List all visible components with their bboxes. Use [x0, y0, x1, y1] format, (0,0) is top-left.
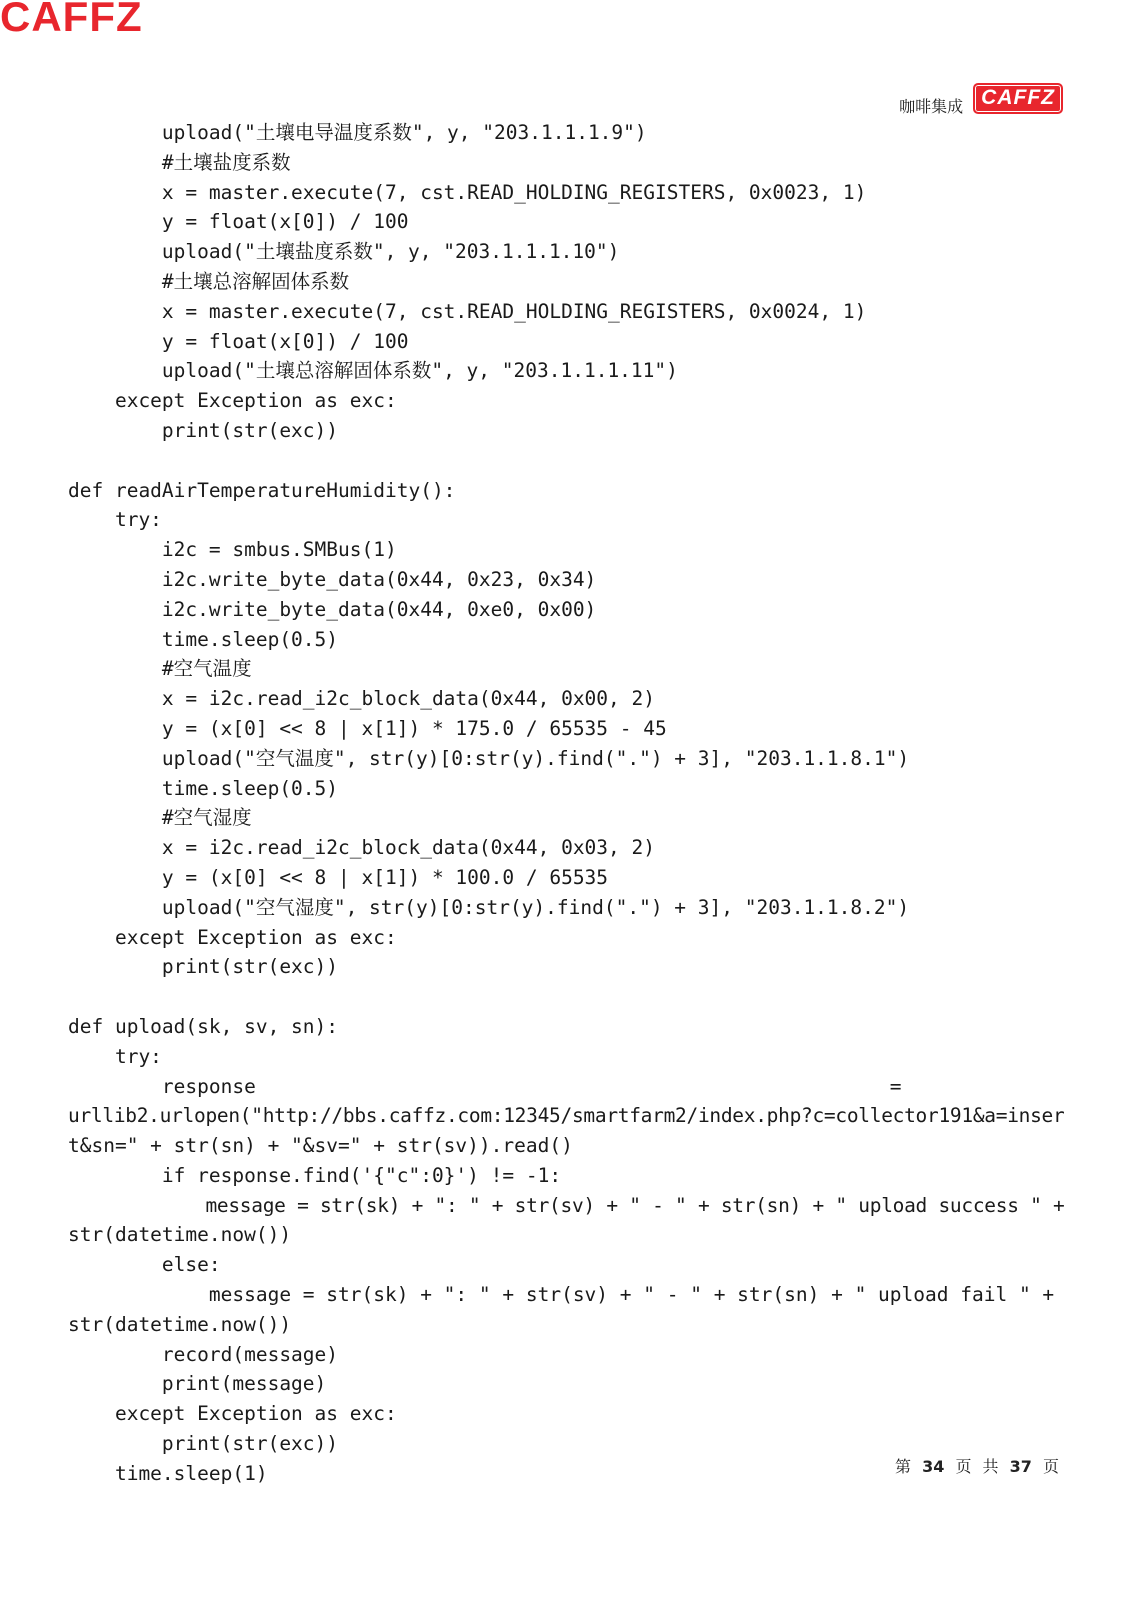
code-line: else:: [68, 1253, 221, 1277]
code-line: except Exception as exc:: [68, 925, 397, 949]
code-line: y = float(x[0]) / 100: [68, 329, 409, 353]
code-line: try:: [68, 1044, 162, 1068]
code-line: str(datetime.now()): [68, 1312, 292, 1336]
code-line: upload("土壤总溶解固体系数", y, "203.1.1.1.11"): [68, 359, 678, 383]
code-line: x = master.execute(7, cst.READ_HOLDING_REGISTERS, 0x0023, 1): [68, 180, 867, 204]
code-line: i2c.write_byte_data(0x44, 0x23, 0x34): [68, 567, 597, 591]
current-page-number: 34: [922, 1457, 945, 1476]
code-line: y = (x[0] << 8 | x[1]) * 100.0 / 65535: [68, 865, 609, 889]
code-line: response =: [68, 1074, 902, 1098]
code-line: record(message): [68, 1342, 339, 1366]
code-line: print(str(exc)): [68, 1432, 339, 1456]
code-line: x = master.execute(7, cst.READ_HOLDING_REGISTERS, 0x0024, 1): [68, 299, 867, 323]
footer-middle: 页 共: [955, 1457, 999, 1476]
code-line: def readAirTemperatureHumidity():: [68, 478, 456, 502]
code-line: if response.find('{"c":0}') != -1:: [68, 1163, 562, 1187]
code-line: upload("空气湿度", str(y)[0:str(y).find(".") + 3], "203.1.1.8.2"): [68, 895, 910, 919]
code-line: #空气温度: [68, 657, 252, 681]
code-line: i2c.write_byte_data(0x44, 0xe0, 0x00): [68, 597, 597, 621]
code-line: urllib2.urlopen("http://bbs.caffz.com:12345/smartfarm2/index.php?c=collector191&a=inser: [68, 1104, 1065, 1128]
code-line: message = str(sk) + ": " + str(sv) + " - " + str(sn) + " upload success " +: [68, 1193, 1065, 1217]
code-line: str(datetime.now()): [68, 1223, 292, 1247]
code-line: upload("空气温度", str(y)[0:str(y).find(".") + 3], "203.1.1.8.1"): [68, 746, 910, 770]
code-line: y = (x[0] << 8 | x[1]) * 175.0 / 65535 - 45: [68, 716, 667, 740]
code-line: print(message): [68, 1372, 327, 1396]
code-line: upload("土壤电导温度系数", y, "203.1.1.1.9"): [68, 121, 647, 144]
code-line: t&sn=" + str(sn) + "&sv=" + str(sv)).read(): [68, 1134, 573, 1158]
footer-prefix: 第: [894, 1457, 911, 1476]
code-line: i2c = smbus.SMBus(1): [68, 538, 397, 562]
code-line: except Exception as exc:: [68, 1402, 397, 1426]
code-line: time.sleep(1): [68, 1461, 268, 1485]
code-line: [68, 982, 1064, 1012]
code-line: x = i2c.read_i2c_block_data(0x44, 0x03, 2): [68, 836, 655, 860]
code-line: [68, 446, 1064, 476]
code-line: #土壤盐度系数: [68, 150, 291, 174]
code-line: y = float(x[0]) / 100: [68, 210, 409, 234]
code-line: print(str(exc)): [68, 955, 339, 979]
code-line: #空气湿度: [68, 806, 252, 830]
page-header: [899, 80, 1063, 117]
caffz-watermark: CAFFZ: [0, 0, 143, 40]
code-line: x = i2c.read_i2c_block_data(0x44, 0x00, 2): [68, 687, 655, 711]
code-line: except Exception as exc:: [68, 389, 397, 413]
code-line: time.sleep(0.5): [68, 627, 339, 651]
code-listing: [68, 118, 1064, 1489]
code-line: #土壤总溶解固体系数: [68, 269, 350, 293]
code-line: try:: [68, 508, 162, 532]
page-footer: [895, 1454, 1059, 1477]
footer-suffix: 页: [1042, 1457, 1059, 1476]
code-line: upload("土壤盐度系数", y, "203.1.1.1.10"): [68, 240, 620, 264]
code-line: print(str(exc)): [68, 418, 339, 442]
code-line: time.sleep(0.5): [68, 776, 339, 800]
code-line: message = str(sk) + ": " + str(sv) + " - " + str(sn) + " upload fail " +: [68, 1283, 1055, 1307]
caffz-logo: CAFFZ: [973, 83, 1063, 114]
total-page-count: 37: [1009, 1457, 1032, 1476]
code-line: def upload(sk, sv, sn):: [68, 1014, 339, 1038]
site-name: 咖啡集成: [899, 97, 964, 116]
